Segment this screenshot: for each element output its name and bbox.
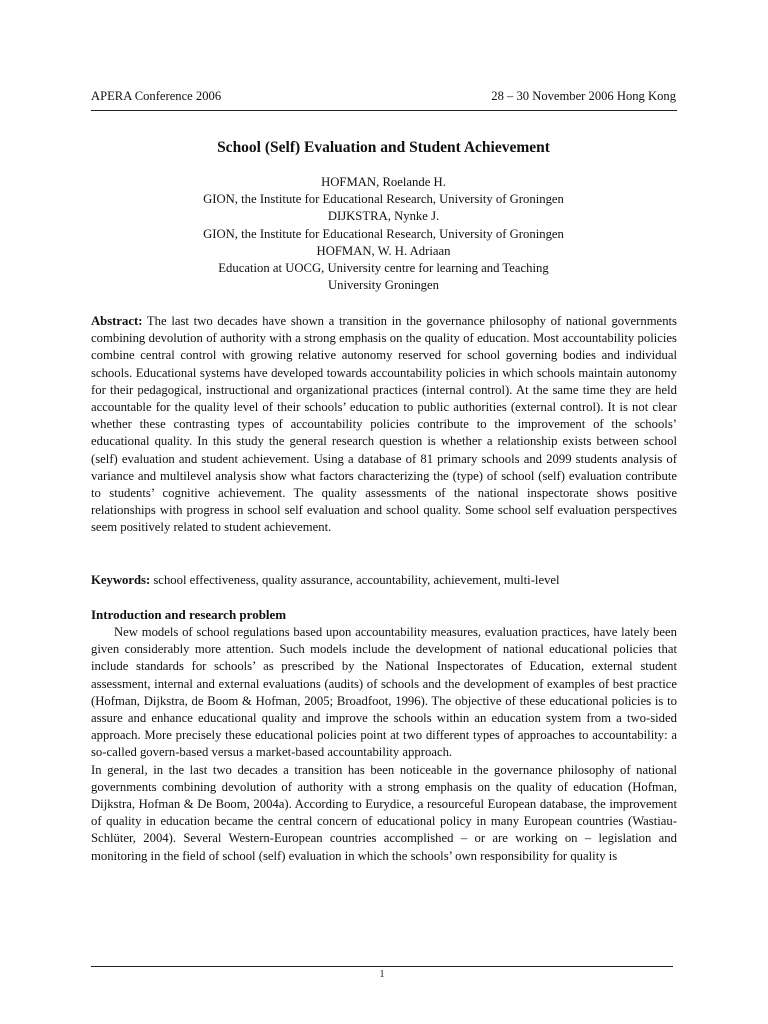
running-header	[91, 87, 676, 105]
author-affiliation: GION, the Institute for Educational Research, University of Groningen	[203, 226, 564, 241]
page-number: 1	[379, 969, 385, 980]
author-block	[91, 174, 676, 294]
abstract	[91, 313, 677, 537]
keywords	[91, 572, 677, 589]
section-heading: Introduction and research problem	[91, 607, 287, 622]
body-text	[91, 624, 677, 865]
abstract-label: Abstract:	[91, 314, 143, 328]
footer-rule	[91, 966, 673, 967]
author-name: HOFMAN, W. H. Adriaan	[316, 243, 451, 258]
author-affiliation: Education at UOCG, University centre for learning and Teaching	[218, 261, 549, 276]
paper-title: School (Self) Evaluation and Student Achievement	[217, 139, 550, 156]
abstract-text: The last two decades have shown a transition in the governance philosophy of national governments combining devolution of authority with a strong emphasis on the quality of education. Most accountability policies combine central control with growing relative autonomy reserved for school governing bodies and individual schools. Educational systems have developed towards accountability policies in which schools maintain autonomy for their pedagogical, instructional and organizational practices (internal control). At the same time they are held accountable for the quality level of their schools’ education to public authorities (external control). It is not clear whether these contrasting types of accountability policies contribute to the improvement of the schools’ educational quality. In this study the general research question is whether a relationship exists between school (self) evaluation and student achievement. Using a database of 81 primary schools and 2099 students analysis of variance and multilevel analysis show what factors characterizing the (type) of school (self) evaluation contribute to students’ cognitive achievement. The quality assessments of the national inspectorate shows positive relationships with progress in school self evaluation and school quality. Some school self evaluation perspectives seem positively related to student achievement.	[91, 314, 677, 535]
body-paragraph: New models of school regulations based upon accountability measures, evaluation practices, have lately been given considerably more attention. Such models include the development of national educational policies that include standards for schools’ as prescribed by the National Inspectorates of Education, external student assessment, internal and external evaluations (audits) of schools and the development of examples of best practice (Hofman, Dijkstra, de Boom & Hofman, 2005; Broadfoot, 1996). The objective of these educational policies is to assure and enhance educational quality and improve the schools within an education system from a two-sided approach. More precisely these educational policies point at two different types of approaches to accountability: a so-called govern-based versus a market-based accountability approach.	[91, 625, 677, 760]
keywords-text: school effectiveness, quality assurance, accountability, achievement, multi-level	[150, 573, 560, 587]
header-conference: APERA Conference 2006	[91, 89, 222, 103]
author-affiliation: GION, the Institute for Educational Research, University of Groningen	[203, 192, 564, 207]
header-rule	[91, 110, 677, 111]
author-name: HOFMAN, Roelande H.	[321, 175, 446, 189]
body-paragraph: In general, in the last two decades a transition has been noticeable in the governance philosophy of national governments combining devolution of authority with a strong emphasis on the quality of education (Hofman, Dijkstra, Hofman & De Boom, 2004a). According to Eurydice, a resourceful European database, the improvement of quality in education became the central concern of educational policy in many European countries (Wastiau-Schlüter, 2004). Several Western-European countries accomplished – or are working on – legislation and monitoring in the field of school (self) evaluation in which the schools’ own responsibility for quality is	[91, 762, 677, 863]
author-name: DIJKSTRA, Nynke J.	[327, 209, 440, 224]
header-date-location: 28 – 30 November 2006 Hong Kong	[491, 89, 676, 103]
keywords-label: Keywords:	[91, 573, 151, 587]
author-affiliation: University Groningen	[328, 278, 439, 293]
